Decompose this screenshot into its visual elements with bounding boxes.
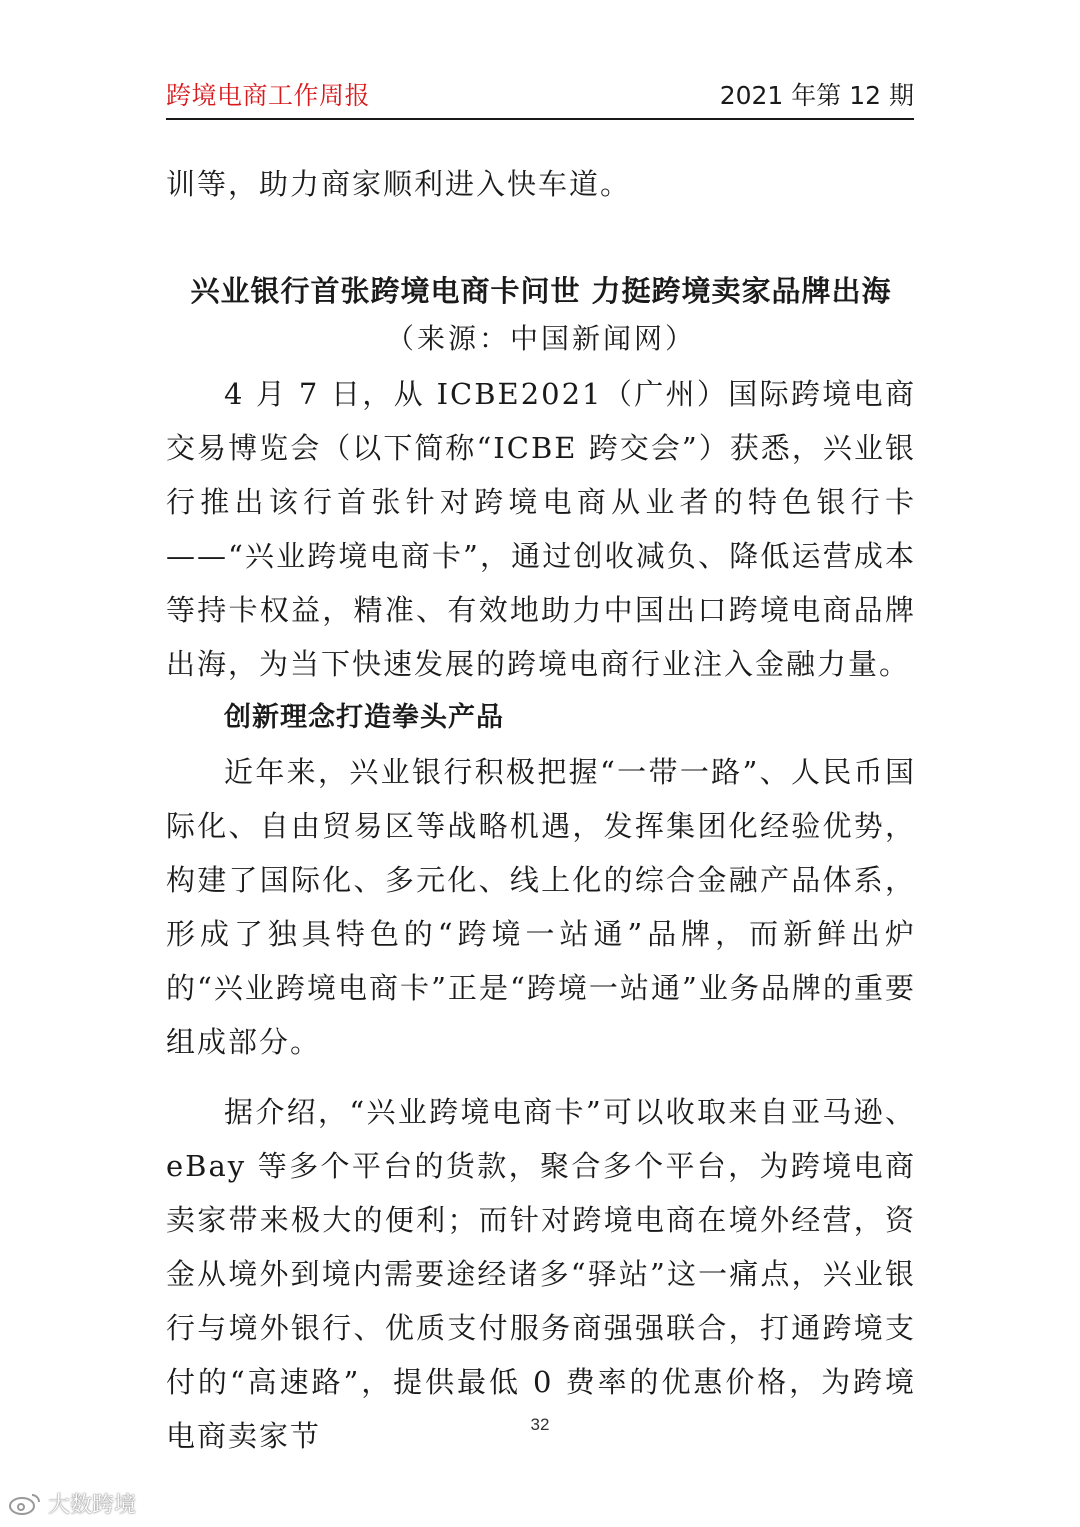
section-subheading: 创新理念打造拳头产品	[224, 702, 504, 733]
paragraph-background: 近年来，兴业银行积极把握“一带一路”、人民币国际化、自由贸易区等战略机遇，发挥集团化经验优势，构建了国际化、多元化、线上化的综合金融产品体系，形成了独具特色的“跨境一站通”品牌，而新鲜出炉的“兴业跨境电商卡”正是“跨境一站通”业务品牌的重要组成部分。	[166, 755, 916, 1059]
article-source: （来源：中国新闻网）	[385, 322, 696, 355]
watermark-text: 大数跨境	[48, 1493, 137, 1518]
continued-paragraph: 训等，助力商家顺利进入快车道。	[166, 167, 632, 201]
publication-name: 跨境电商工作周报	[166, 81, 371, 110]
article-body	[166, 157, 916, 1463]
page-number: 32	[530, 1415, 550, 1434]
issue-number: 2021 年第 12 期	[719, 81, 914, 110]
weibo-logo-icon	[8, 1492, 42, 1516]
watermark	[8, 1488, 136, 1519]
page-header	[166, 66, 914, 120]
article-title: 兴业银行首张跨境电商卡问世 力挺跨境卖家品牌出海	[190, 274, 892, 308]
paragraph-intro: 4 月 7 日，从 ICBE2021（广州）国际跨境电商交易博览会（以下简称“ICBE 跨交会”）获悉，兴业银行推出该行首张针对跨境电商从业者的特色银行卡——“兴业跨境电商卡”，通过创收减负、降低运营成本等持卡权益，精准、有效地助力中国出口跨境电商品牌出海，为当下快速发展的跨境电商行业注入金融力量。	[166, 377, 916, 681]
paragraph-details: 据介绍，“兴业跨境电商卡”可以收取来自亚马逊、eBay 等多个平台的货款，聚合多个平台，为跨境电商卖家带来极大的便利；而针对跨境电商在境外经营，资金从境外到境内需要途经诸多“驿站”这一痛点，兴业银行与境外银行、优质支付服务商强强联合，打通跨境支付的“高速路”，提供最低 0 费率的优惠价格，为跨境电商卖家节	[166, 1095, 916, 1453]
